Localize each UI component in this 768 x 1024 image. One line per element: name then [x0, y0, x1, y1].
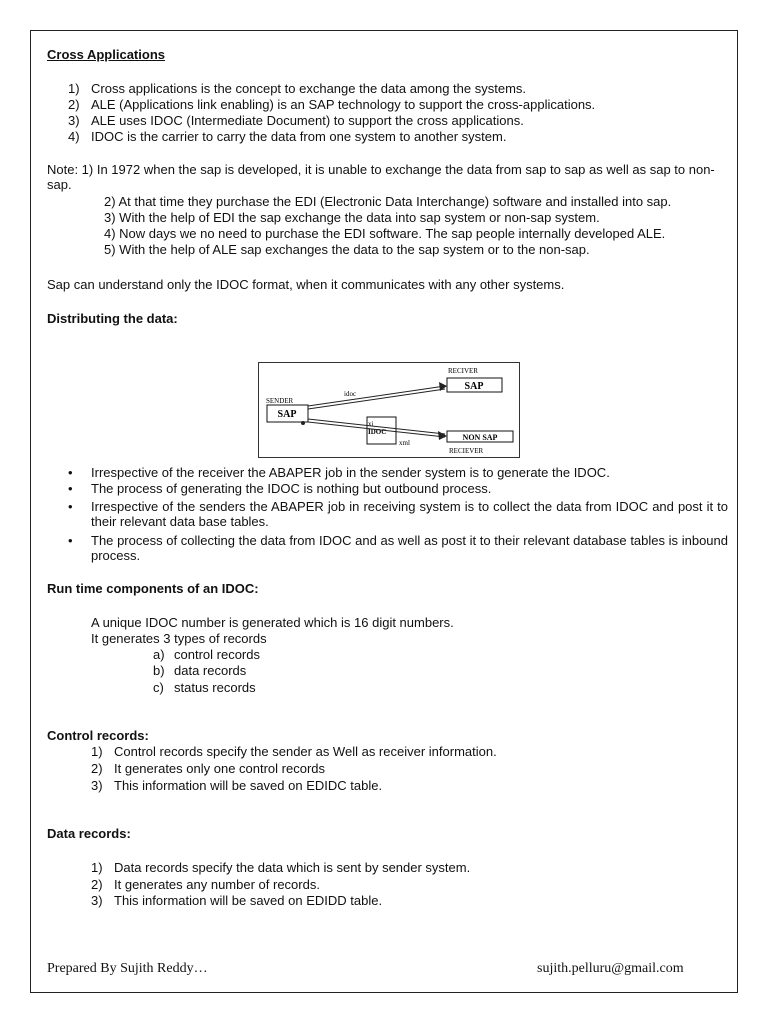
receiver-sap-text: SAP [464, 381, 484, 392]
bullet-dot-4: • [68, 533, 73, 548]
note-first: Note: 1) In 1972 when the sap is developed, it is unable to exchange the data from sap to sap as well as sap to non-sap. [47, 162, 715, 192]
record-type-c: status records [174, 680, 256, 695]
record-type-b: data records [174, 663, 247, 678]
data-num-2: 2) [91, 877, 103, 892]
data-num-3: 3) [91, 893, 103, 908]
control-records-heading: Control records: [47, 728, 149, 743]
data-item-1: Data records specify the data which is sent by sender system. [114, 860, 471, 875]
footer-author: Prepared By Sujith Reddy… [47, 961, 208, 976]
idoc-label: idoc [344, 390, 357, 398]
sender-sap-text: SAP [277, 409, 297, 420]
bullet-dot-2: • [68, 481, 73, 496]
intro-num-2: 2) [68, 97, 80, 112]
intro-item-1: Cross applications is the concept to exchange the data among the systems. [91, 81, 527, 96]
control-num-2: 2) [91, 761, 103, 776]
receiver-bottom-label: RECIEVER [449, 447, 484, 455]
receiver-top-label: RECIVER [448, 367, 478, 375]
control-item-1: Control records specify the sender as Well as receiver information. [114, 744, 497, 759]
runtime-line-2: It generates 3 types of records [91, 631, 267, 646]
data-records-heading: Data records: [47, 826, 131, 841]
idoc-distribution-diagram [258, 362, 520, 458]
sender-label: SENDER [266, 397, 294, 405]
intro-item-3: ALE uses IDOC (Intermediate Document) to support the cross applications. [91, 113, 524, 128]
middle-idoc-label: IDOC [368, 428, 387, 436]
intro-num-4: 4) [68, 129, 80, 144]
sender-dot [301, 421, 305, 425]
note-item-3: 3) With the help of EDI the sap exchange the data into sap system or non-sap system. [104, 210, 600, 225]
intro-num-1: 1) [68, 81, 80, 96]
xml-label: xml [399, 439, 410, 447]
bullet-item-1: Irrespective of the receiver the ABAPER job in the sender system is to generate the IDOC. [91, 465, 610, 480]
runtime-line-1: A unique IDOC number is generated which is 16 digit numbers. [91, 615, 454, 630]
control-item-3: This information will be saved on EDIDC table. [114, 778, 383, 793]
intro-item-4: IDOC is the carrier to carry the data from one system to another system. [91, 129, 507, 144]
intro-num-3: 3) [68, 113, 80, 128]
record-type-a: control records [174, 647, 260, 662]
record-letter-b: b) [153, 663, 165, 678]
receiver-nonsap-text: NON SAP [462, 433, 498, 442]
bullet-item-2: The process of generating the IDOC is nothing but outbound process. [91, 481, 492, 496]
footer-email: sujith.pelluru@gmail.com [537, 961, 684, 976]
runtime-heading: Run time components of an IDOC: [47, 581, 259, 596]
note-item-5: 5) With the help of ALE sap exchanges the data to the sap system or to the non-sap. [104, 242, 590, 257]
control-num-3: 3) [91, 778, 103, 793]
document-title: Cross Applications [47, 47, 165, 62]
bullet-item-4: The process of collecting the data from IDOC and as well as post it to their relevant database tables is inbound process. [91, 533, 728, 563]
note-item-2: 2) At that time they purchase the EDI (Electronic Data Interchange) software and installed into sap. [104, 194, 672, 209]
record-letter-c: c) [153, 680, 164, 695]
note-item-4: 4) Now days we no need to purchase the EDI software. The sap people internally developed ALE. [104, 226, 666, 241]
data-num-1: 1) [91, 860, 103, 875]
data-item-2: It generates any number of records. [114, 877, 320, 892]
control-item-2: It generates only one control records [114, 761, 326, 776]
record-letter-a: a) [153, 647, 165, 662]
bullet-item-3: Irrespective of the senders the ABAPER job in receiving system is to collect the data from IDOC and post it to their relevant data base tables. [91, 499, 728, 529]
data-item-3: This information will be saved on EDIDD table. [114, 893, 383, 908]
distributing-heading: Distributing the data: [47, 311, 178, 326]
control-num-1: 1) [91, 744, 103, 759]
xi-label: xi [368, 420, 374, 428]
bullet-dot-3: • [68, 499, 73, 514]
intro-item-2: ALE (Applications link enabling) is an SAP technology to support the cross-applications. [91, 97, 596, 112]
sap-idoc-statement: Sap can understand only the IDOC format, when it communicates with any other systems. [47, 277, 565, 292]
bullet-dot-1: • [68, 465, 73, 480]
